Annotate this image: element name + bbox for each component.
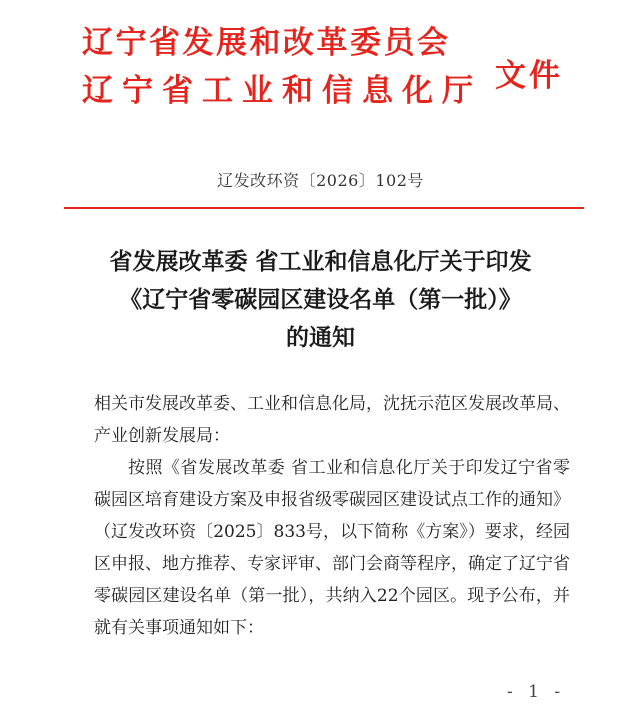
title-line-2: 《辽宁省零碳园区建设名单（第一批）》 [119,287,522,313]
salutation: 相关市发展改革委、工业和信息化局，沈抚示范区发展改革局、产业创新发展局： [94,394,570,446]
document-title [0,243,641,357]
issuer-name-2: 辽宁省工业和信息化厅 [82,73,482,109]
red-divider [64,207,584,209]
title-line-3: 的通知 [286,325,355,351]
document-body [94,388,570,644]
document-suffix: 文件 [495,58,563,94]
issuer-name-1: 辽宁省发展和改革委员会 [82,25,451,61]
page-number: - 1 - [507,682,566,702]
title-line-1: 省发展改革委 省工业和信息化厅关于印发 [109,249,532,275]
document-number: 辽发改环资〔2026〕102号 [217,171,424,190]
issuer-block [82,22,482,112]
body-paragraph: 按照《省发展改革委 省工业和信息化厅关于印发辽宁省零碳园区培育建设方案及申报省级零碳园区建设试点工作的通知》（辽发改环资〔2025〕833号，以下简称《方案》）要求，经园区申报、地方推荐、专家评审、部门会商等程序，确定了辽宁省零碳园区建设名单（第一批），共纳入22个园区。现予公布，并就有关事项通知如下： [94,458,570,638]
